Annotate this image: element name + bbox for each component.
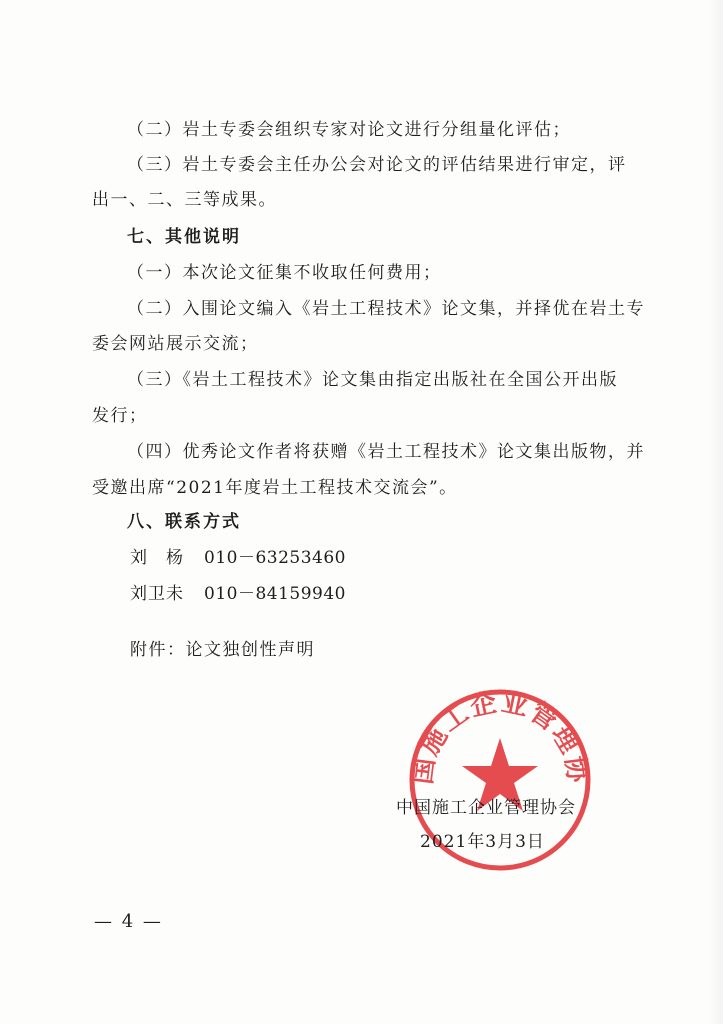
contact-name: 刘 杨 — [130, 548, 184, 568]
paragraph-line: （三）岩土专委会主任办公会对论文的评估结果进行审定，评 — [127, 155, 627, 175]
section-heading-contact: 八、联系方式 — [127, 512, 241, 532]
contact-phone: 010－84159940 — [204, 584, 346, 604]
contact-name: 刘卫未 — [130, 584, 184, 604]
seal-text: 国施工企业管理协 — [407, 687, 593, 786]
paragraph-line: （四）优秀论文作者将获赠《岩土工程技术》论文集出版物，并 — [127, 442, 645, 462]
issuing-organization: 中国施工企业管理协会 — [396, 798, 576, 818]
contact-phone: 010－63253460 — [204, 548, 346, 568]
issue-date: 2021年3月3日 — [420, 832, 545, 852]
paragraph-line: 受邀出席“2021年度岩土工程技术交流会”。 — [92, 478, 458, 498]
paragraph-line: （二）入围论文编入《岩土工程技术》论文集，并择优在岩土专 — [127, 299, 645, 319]
paragraph-line: （二）岩土专委会组织专家对论文进行分组量化评估； — [127, 120, 571, 140]
section-heading-other: 七、其他说明 — [127, 227, 241, 247]
paragraph-line: 出一、二、三等成果。 — [92, 190, 277, 210]
attachment-note: 附件：论文独创性声明 — [130, 640, 315, 660]
paragraph-line: 委会网站展示交流； — [92, 334, 259, 354]
paragraph-line: （三）《岩土工程技术》论文集由指定出版社在全国公开出版 — [127, 370, 618, 390]
paragraph-line: （一）本次论文征集不收取任何费用； — [127, 263, 442, 283]
page-edge-shadow — [709, 0, 723, 1024]
paragraph-line: 发行； — [92, 406, 148, 426]
contact-row — [130, 547, 346, 569]
contact-row — [130, 583, 346, 605]
page-number: — 4 — — [94, 911, 163, 932]
